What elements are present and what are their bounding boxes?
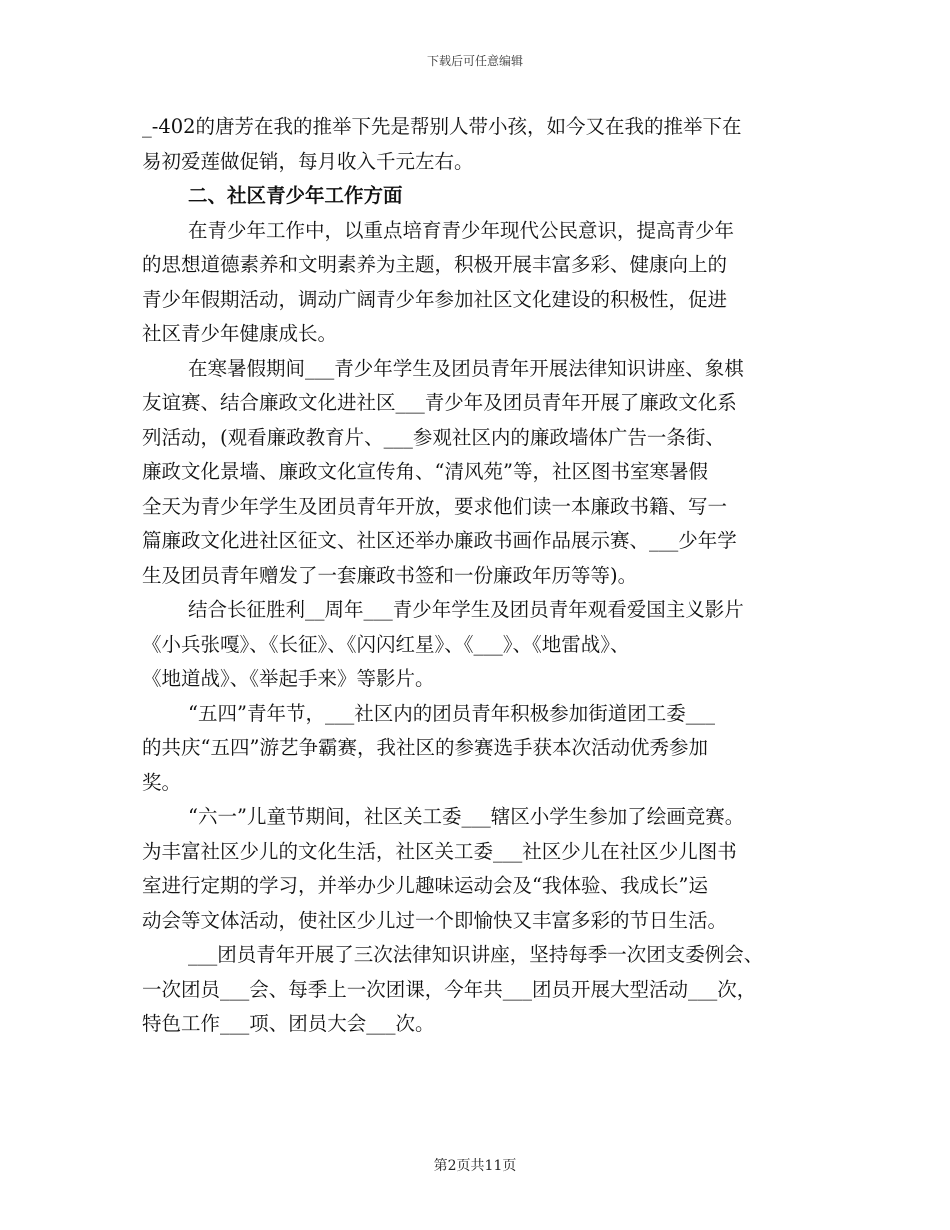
page-footer: 第2页共11页 [433, 1158, 517, 1174]
paragraph-line: 结合长征胜利__周年___青少年学生及团员青年观看爱国主义影片 [188, 598, 744, 621]
paragraph [142, 800, 814, 938]
paragraph-line: 社区青少年健康成长。 [142, 322, 338, 345]
paragraph-line: 奖。 [142, 770, 182, 794]
paragraph-line: 列活动，(观看廉政教育片、___参观社区内的廉政墙体广告一条街、 [142, 425, 725, 449]
paragraph-line: 青少年假期活动，调动广阔青少年参加社区文化建设的积极性，促进 [142, 287, 728, 311]
paragraph-line: 特色工作___项、团员大会___次。 [142, 1012, 435, 1035]
paragraph-line: 的共庆“五四”游艺争霸赛，我社区的参赛选手获本次活动优秀参加 [142, 736, 708, 759]
paragraph [142, 110, 814, 179]
document-body [142, 110, 814, 1042]
paragraph-line: 一次团员___会、每季上一次团课，今年共___团员开展大型活动___次， [142, 977, 757, 1001]
paragraph-line: _-402的唐芳在我的推举下先是帮别人带小孩，如今又在我的推举下在 [142, 115, 742, 138]
paragraph-line: 全天为青少年学生及团员青年开放，要求他们读一本廉政书籍、写一 [142, 494, 728, 518]
paragraph-line: 在青少年工作中，以重点培育青少年现代公民意识，提高青少年 [188, 218, 735, 242]
paragraph [142, 697, 814, 801]
paragraph-line: ___团员青年开展了三次法律知识讲座，坚持每季一次团支委例会、 [188, 943, 764, 966]
page-header: 下载后可任意编辑 [426, 54, 523, 68]
section-heading [142, 179, 814, 214]
paragraph-line: 廉政文化景墙、廉政文化宣传角、“清风苑”等，社区图书室寒暑假 [142, 460, 708, 483]
heading-text: 二、社区青少年工作方面 [188, 184, 403, 207]
paragraph-line: 为丰富社区少儿的文化生活，社区关工委___社区少儿在社区少儿图书 [142, 839, 737, 863]
paragraph-line: 《小兵张嘎》、《长征》、《闪闪红星》、《___》、《地雷战》、 [142, 632, 630, 656]
paragraph [142, 214, 814, 352]
paragraph-line: 易初爱莲做促销，每月收入千元左右。 [142, 149, 474, 173]
paragraph-line: 的思想道德素养和文明素养为主题，积极开展丰富多彩、健康向上的 [142, 253, 728, 276]
paragraph [142, 352, 814, 594]
paragraph-line: 《地道战》、《举起手来》等影片。 [142, 667, 435, 690]
paragraph-line: 在寒暑假期间___青少年学生及团员青年开展法律知识讲座、象棋 [188, 356, 744, 380]
paragraph-line: 友谊赛、结合廉政文化进社区___青少年及团员青年开展了廉政文化系 [142, 391, 737, 414]
paragraph-line: “五四”青年节，___社区内的团员青年积极参加街道团工委___ [188, 701, 715, 725]
paragraph-line: 室进行定期的学习，并举办少儿趣味运动会及“我体验、我成长”运 [142, 874, 708, 897]
paragraph-line: 篇廉政文化进社区征文、社区还举办廉政书画作品展示赛、___少年学 [142, 529, 737, 552]
paragraph-line: “六一”儿童节期间，社区关工委___辖区小学生参加了绘画竞赛。 [188, 805, 745, 828]
paragraph-line: 生及团员青年赠发了一套廉政书签和一份廉政年历等等)。 [142, 563, 638, 587]
paragraph [142, 593, 814, 697]
paragraph [142, 938, 814, 1042]
paragraph-line: 动会等文体活动，使社区少儿过一个即愉快又丰富多彩的节日生活。 [142, 908, 728, 932]
